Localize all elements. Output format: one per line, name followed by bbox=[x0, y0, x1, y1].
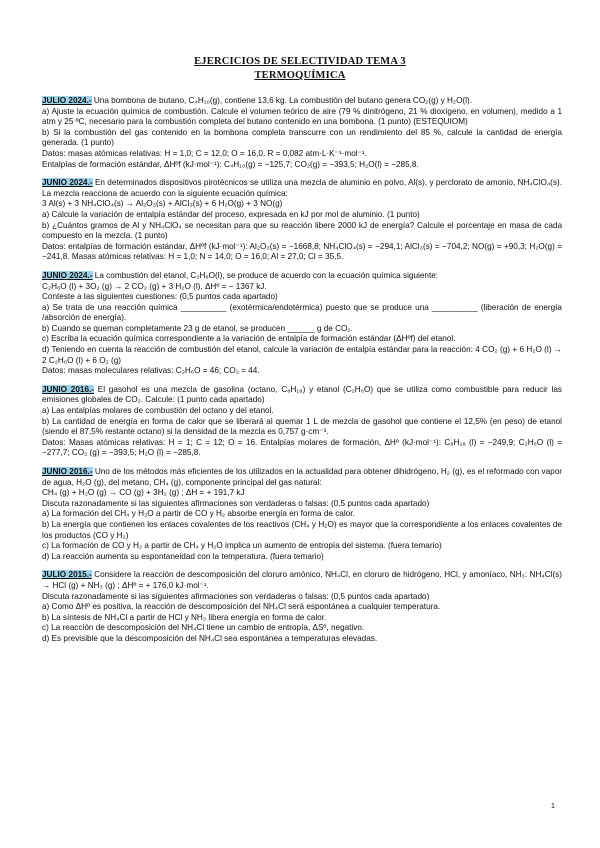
problem-intro bbox=[42, 178, 562, 199]
problems-list bbox=[42, 96, 562, 653]
page-number: 1 bbox=[551, 803, 555, 810]
exam-tag: JUNIO 2024.- bbox=[42, 270, 93, 280]
problem-line: a) Como ΔHº es positiva, la reacción de descomposición del NH₄Cl será espontánea a cualquier temperatura. bbox=[42, 602, 441, 612]
problem-line: C₂H₆O (l) + 3O₂ (g) → 2 CO₂ (g) + 3 H₂O (l), ΔHº = − 1367 kJ. bbox=[42, 281, 267, 291]
problem-intro bbox=[42, 96, 562, 107]
problem-line: 3 Al(s) + 3 NH₄ClO₄(s) → Al₂O₃(s) + AlCl₃(s) + 6 H₂O(g) + 3 NO(g) bbox=[42, 199, 283, 209]
problem-line: a) Se trata de una reacción química __________ (exotérmica/endotérmica) puesto que se produce una __________ (liberación de energía /absorción de energía). bbox=[42, 302, 562, 323]
problem-line: Datos: masas moleculares relativas: C₂H₆O = 46; CO₂ = 44. bbox=[42, 366, 260, 376]
problem-statement: Uno de los métodos más eficientes de los utilizados en la actualidad para obtener dihidrógeno, H₂ (g), es el reformado con vapor de agua, H₂O (g), del metano, CH₄ (g), componente principal del gas natural: bbox=[42, 467, 562, 487]
problem-block bbox=[42, 96, 562, 170]
problem-line: b) La cantidad de energía en forma de calor que se liberará al quemar 1 L de mezcla de gasohol que contiene el 12,5% (en peso) de etanol (siendo el 87,5% restante octano) si la densidad de la mezcla es 0,757 g·cm⁻³. bbox=[42, 416, 562, 437]
problem-line: c) La reacción de descomposición del NH₄Cl tiene un cambio de entropía, ΔSº, negativo. bbox=[42, 623, 365, 633]
problem-intro bbox=[42, 467, 562, 488]
problem-line: Datos: entalpías de formación estándar, ΔHºf (kJ·mol⁻¹): Al₂O₃(s) = −1668,8; NH₄ClO₄(s) = −294,1; AlCl₃(s) = −704,2; NO(g) = +90,3; H₂O(g) = −241,8. Masas atómicas relativas: H = 1,0; N = 14,0; O = 16,0; Al = 27,0; Cl = 35,5. bbox=[42, 241, 562, 262]
exam-tag: JULIO 2024.- bbox=[42, 96, 92, 105]
problem-line: Discuta razonadamente si las siguientes afirmaciones son verdaderas o falsas: (0,5 puntos cada apartado) bbox=[42, 591, 430, 601]
problem-line: c) Escriba la ecuación química correspondiente a la variación de entalpía de formación estándar (ΔHºf) del etanol. bbox=[42, 334, 456, 344]
problem-statement: Una bombona de butano, C₄H₁₀(g), contiene 13,6 kg. La combustión del butano genera CO₂(g) y H₂O(l). bbox=[91, 96, 473, 105]
problem-intro bbox=[42, 271, 562, 282]
problem-line: Discuta razonadamente si las siguientes afirmaciones son verdaderas o falsas: (0,5 puntos cada apartado) bbox=[42, 498, 430, 508]
problem-line: b) Cuando se queman completamente 23 g de etanol, se producen ______ g de CO₂. bbox=[42, 323, 353, 333]
problem-line: a) Calcule la variación de entalpía estándar del proceso, expresada en kJ por mol de aluminio. (1 punto) bbox=[42, 209, 420, 219]
document-subtitle: TERMOQUÍMICA bbox=[254, 70, 346, 81]
problem-block bbox=[42, 467, 562, 562]
problem-block bbox=[42, 271, 562, 377]
problem-block bbox=[42, 570, 562, 644]
problem-line: a) Ajuste la ecuación química de combustión. Calcule el volumen teórico de aire (79 % dinitrógeno, 21 % dioxígeno, en volumen), medido a 1 atm y 25 ºC, necesario para la combustión completa del butano contenido en una bombona. (1 punto) (ESTEQUIOM) bbox=[42, 106, 562, 127]
problem-line: Entalpías de formación estándar, ΔHºf (kJ·mol⁻¹): C₄H₁₀(g) = −125,7; CO₂(g) = −393,5; H₂O(l) = −285,8. bbox=[42, 159, 419, 169]
problem-intro bbox=[42, 385, 562, 406]
problem-line: Conteste a las siguientes cuestiones: (0,5 puntos cada apartado) bbox=[42, 292, 278, 302]
problem-intro bbox=[42, 570, 562, 591]
problem-line: a) La formación del CH₄ y H₂O a partir de CO y H₂ absorbe energía en forma de calor. bbox=[42, 509, 355, 519]
problem-block bbox=[42, 178, 562, 263]
exam-tag: JULIO 2015.- bbox=[42, 570, 92, 580]
problem-line: d) La reacción aumenta su espontaneidad con la temperatura. (fuera temario) bbox=[42, 551, 324, 561]
problem-line: b) Si la combustión del gas contenido en la bombona completa transcurre con un rendimiento del 85 %, calcule la cantidad de energía generada. (1 punto) bbox=[42, 127, 562, 148]
problem-line: b) La síntesis de NH₄Cl a partir de HCl y NH₃ libera energía en forma de calor. bbox=[42, 612, 327, 622]
problem-line: Datos: Masas atómicas relativas: H = 1; C = 12; O = 16. Entalpías molares de formación, ΔHº (kJ·mol⁻¹): C₈H₁₈ (l) = −249,9; C₂H₆O (l) = −277,7; CO₂ (g) = −393,5; H₂O (l) = −285,8. bbox=[42, 437, 562, 458]
exam-tag: JUNIO 2016.- bbox=[42, 384, 94, 394]
problem-line: a) Las entalpías molares de combustión del octano y del etanol. bbox=[42, 406, 274, 416]
problem-block bbox=[42, 385, 562, 459]
problem-line: c) La formación de CO y H₂ a partir de CH₄ y H₂O implica un aumento de entropía del sistema. (fuera temario) bbox=[42, 541, 442, 551]
document-title: EJERCICIOS DE SELECTIVIDAD TEMA 3 bbox=[194, 56, 406, 67]
problem-statement: Considere la reacción de descomposición del cloruro amónico, NH₄Cl, en cloruro de hidrógeno, HCl, y amoníaco, NH₃: NH₄Cl(s) → HCl (g) + NH₃ (g) ; ΔHº = + 176,0 kJ·mol⁻¹. bbox=[42, 570, 562, 590]
problem-statement: En determinados dispositivos pirotécnicos se utiliza una mezcla de aluminio en polvo, Al(s), y perclorato de amonio, NH₄ClO₄(s). La mezcla reacciona de acuerdo con la siguiente ecuación química: bbox=[42, 178, 563, 198]
problem-statement: La combustión del etanol, C₂H₆O(l), se produce de acuerdo con la ecuación química siguiente: bbox=[92, 270, 439, 280]
problem-line: b) ¿Cuántos gramos de Al y NH₄ClO₄ se necesitan para que su reacción libere 2000 kJ de energía? Calcule el porcentaje en masa de cada compuesto en la mezcla. (1 punto) bbox=[42, 220, 562, 241]
problem-line: d) Teniendo en cuenta la reacción de combustión del etanol, calcule la variación de entalpía estándar para la reacción: 4 CO₂ (g) + 6 H₂O (l) → 2 C₂H₆O (l) + 6 O₂ (g) bbox=[42, 345, 562, 365]
exam-tag: JUNIO 2016.- bbox=[42, 467, 93, 476]
problem-line: CH₄ (g) + H₂O (g) → CO (g) + 3H₂ (g) ; ΔH = + 191,7 kJ bbox=[42, 488, 245, 498]
problem-line: d) Es previsible que la descomposición del NH₄Cl sea espontánea a temperaturas elevadas. bbox=[42, 633, 378, 643]
problem-line: Datos: masas atómicas relativas: H = 1,0; C = 12,0; O = 16,0. R = 0,082 atm·L·K⁻¹·mol⁻¹. bbox=[42, 148, 367, 158]
problem-line: b) La energía que contienen los enlaces covalentes de los reactivos (CH₄ y H₂O) es mayor que la correspondiente a los enlaces covalentes de los productos (CO y H₂) bbox=[42, 519, 562, 540]
exam-tag: JUNIO 2024.- bbox=[42, 178, 93, 188]
problem-statement: El gasohol es una mezcla de gasolina (octano, C₈H₁₈) y etanol (C₂H₆O) que se utiliza como combustible para reducir las emisiones globales de CO₂. Calcule: (1 punto cada apartado) bbox=[42, 384, 562, 405]
